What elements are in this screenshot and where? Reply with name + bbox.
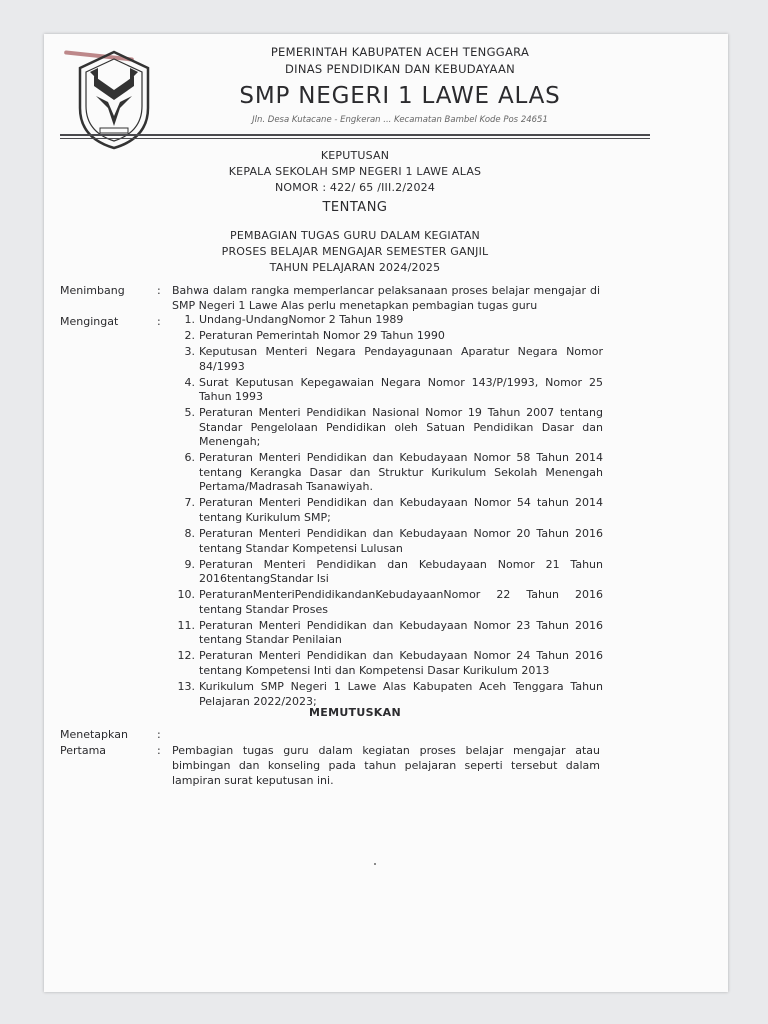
list-item-number: 2. [184,328,195,342]
list-item-number: 12. [177,649,195,663]
letterhead-government: PEMERINTAH KABUPATEN ACEH TENGGARA [270,45,530,59]
decree-title-line3: TAHUN PELAJARAN 2024/2025 [269,261,441,274]
letterhead-rule-thick [60,134,650,136]
menimbang-text: Bahwa dalam rangka memperlancar pelaksanaan proses belajar mengajar di SMP Negeri 1 Lawe Alas perlu menetapkan pembagian tugas guru [172,284,600,312]
list-item [175,496,603,525]
mengingat-colon: : [157,315,161,328]
tentang-heading: TENTANG [322,200,388,215]
menimbang-label: Menimbang [60,284,125,297]
list-item-number: 7. [184,496,195,510]
list-item-text: Peraturan Menteri Pendidikan dan Kebudayaan Nomor 23 Tahun 2016 tentang Standar Penilaian [199,618,603,647]
list-item [175,588,603,617]
list-item-text: Peraturan Menteri Pendidikan dan Kebudayaan Nomor 24 Tahun 2016 tentang Kompetensi Inti dan Kompetensi Dasar Kurikulum 2013 [199,649,603,677]
list-item [175,329,603,344]
list-item-number: 11. [177,618,195,632]
decree-issuer: KEPALA SEKOLAH SMP NEGERI 1 LAWE ALAS [228,165,482,178]
letterhead [150,44,650,125]
list-item [175,619,603,648]
letterhead-rule-thin [60,138,650,139]
pertama-colon: : [157,744,161,757]
list-item [175,649,603,678]
mengingat-list [175,313,603,711]
pertama-label: Pertama [60,744,107,757]
list-item-text: Peraturan Menteri Pendidikan dan Kebudayaan Nomor 20 Tahun 2016 tentang Standar Kompetensi Lulusan [199,527,603,555]
menetapkan-colon: : [157,728,161,741]
letterhead-school-name: SMP NEGERI 1 LAWE ALAS [239,83,561,109]
decree-title-line2: PROSES BELAJAR MENGAJAR SEMESTER GANJIL [221,245,489,258]
menimbang-colon: : [157,284,161,297]
letterhead-address: Jln. Desa Kutacane - Engkeran ... Kecamatan Bambel Kode Pos 24651 [252,115,548,125]
list-item [175,558,603,587]
list-item [175,406,603,450]
list-item-text: Peraturan Menteri Pendidikan Nasional Nomor 19 Tahun 2007 tentang Standar Pengelolaan Pendidikan oleh Satuan Pendidikan Dasar dan Menengah; [199,406,603,449]
list-item-number: 8. [184,527,195,541]
list-item [175,345,603,374]
letterhead-department: DINAS PENDIDIKAN DAN KEBUDAYAAN [284,62,516,76]
mengingat-label: Mengingat [60,315,119,328]
decree-type: KEPUTUSAN [320,149,390,162]
memutuskan-heading: MEMUTUSKAN [309,706,401,719]
list-item-text: PeraturanMenteriPendidikandanKebudayaanNomor 22 Tahun 2016 tentang Standar Proses [199,588,603,616]
list-item-number: 10. [177,588,195,602]
list-item-text: Peraturan Menteri Pendidikan dan Kebudayaan Nomor 21 Tahun 2016tentangStandar Isi [199,557,603,586]
list-item [175,527,603,556]
menetapkan-label: Menetapkan [60,728,128,741]
list-item [175,680,603,709]
list-item-number: 13. [177,679,195,693]
decree-heading [60,148,650,196]
list-item-text: Kurikulum SMP Negeri 1 Lawe Alas Kabupaten Aceh Tenggara Tahun Pelajaran 2022/2023; [199,679,603,708]
list-item-number: 3. [184,344,195,358]
decree-number: NOMOR : 422/ 65 /III.2/2024 [274,181,436,194]
list-item-text: Undang-UndangNomor 2 Tahun 1989 [199,313,404,326]
list-item-number: 4. [184,375,195,389]
decree-title [60,228,650,276]
list-item-text: Peraturan Menteri Pendidikan dan Kebudayaan Nomor 54 tahun 2014 tentang Kurikulum SMP; [199,496,603,525]
list-item [175,313,603,328]
paper-speck [374,863,376,865]
list-item [175,376,603,405]
list-item [175,451,603,495]
list-item-number: 6. [184,451,195,465]
list-item-text: Peraturan Menteri Pendidikan dan Kebudayaan Nomor 58 Tahun 2014 tentang Kerangka Dasar dan Struktur Kurikulum Sekolah Menengah Pertama/Madrasah Tsanawiyah. [199,451,603,494]
list-item-text: Peraturan Pemerintah Nomor 29 Tahun 1990 [199,328,445,342]
list-item-number: 1. [184,313,195,326]
pertama-text: Pembagian tugas guru dalam kegiatan proses belajar mengajar atau bimbingan dan konseling pada tahun pelajaran seperti tersebut dalam lampiran surat keputusan ini. [172,744,600,787]
decree-title-line1: PEMBAGIAN TUGAS GURU DALAM KEGIATAN [230,229,480,242]
regency-emblem-icon [74,46,154,152]
list-item-text: Surat Keputusan Kepegawaian Negara Nomor 143/P/1993, Nomor 25 Tahun 1993 [199,375,603,404]
list-item-number: 5. [184,406,195,420]
list-item-number: 9. [184,557,195,571]
list-item-text: Keputusan Menteri Negara Pendayagunaan Aparatur Negara Nomor 84/1993 [199,344,603,373]
